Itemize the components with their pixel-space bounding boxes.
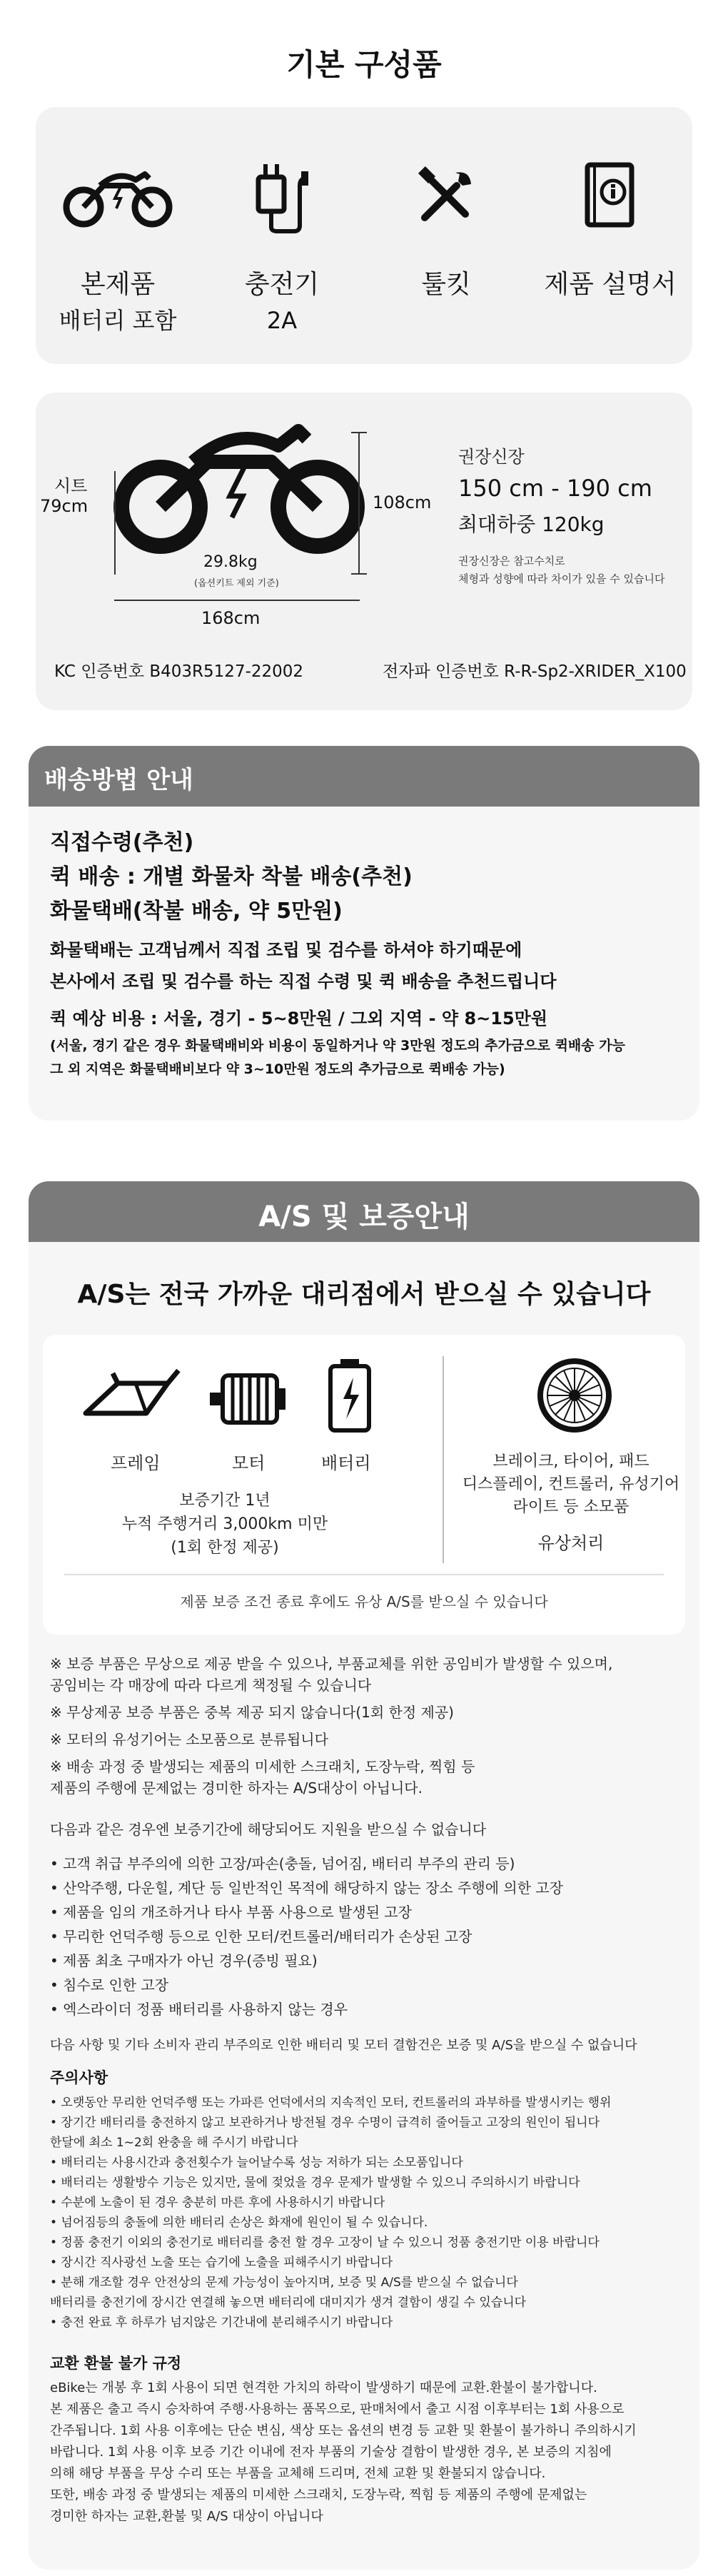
height-note-line1: 권장신장은 참고수치로 bbox=[458, 555, 565, 567]
as-header bbox=[29, 1181, 699, 1242]
motorbike-icon bbox=[36, 150, 200, 243]
caution-item: • 배터리는 사용시간과 충전횟수가 늘어날수록 성능 저하가 되는 소모품입니다 bbox=[50, 2156, 463, 2170]
as-note: ※ 배송 과정 중 발생되는 제품의 미세한 스크래치, 도장누락, 찍힘 등 bbox=[50, 1758, 475, 1775]
recommended-height-label: 권장신장 bbox=[458, 447, 525, 467]
shipping-line: 그 외 지역은 화물택배비보다 약 3~10만원 정도의 추가금으로 퀵배송 가능) bbox=[50, 1061, 505, 1077]
manual-icon bbox=[528, 150, 692, 243]
height-dimension-tick bbox=[351, 432, 367, 433]
size-card bbox=[36, 393, 692, 710]
warranty-limit: (1회 한정 제공) bbox=[171, 1539, 279, 1557]
tools-icon bbox=[364, 150, 528, 243]
as-header-title: A/S 및 보증안내 bbox=[258, 1201, 470, 1233]
shipping-line: 화물택배(착불 배송, 약 5만원) bbox=[50, 899, 343, 924]
exclusion-item: • 산악주행, 다운힐, 계단 등 일반적인 목적에 해당하지 않는 장소 주행에 의한 고장 bbox=[50, 1879, 564, 1896]
refund-line: eBike는 개봉 후 1회 사용이 되면 현격한 가치의 하락이 발생하기 때문에 교환.환불이 불가합니다. bbox=[50, 2380, 597, 2395]
component-label: 제품 설명서 bbox=[544, 270, 677, 299]
caution-title: 주의사항 bbox=[50, 2069, 108, 2086]
components-title: 기본 구성품 bbox=[286, 47, 442, 82]
as-parts-card bbox=[43, 1335, 685, 1635]
seat-value: 79cm bbox=[40, 496, 89, 516]
weight-note: (옵션키트 제외 기준) bbox=[194, 578, 279, 589]
as-note: ※ 무상제공 보증 부품은 중복 제공 되지 않습니다(1회 한정 제공) bbox=[50, 1704, 454, 1721]
recommended-height-value: 150 cm - 190 cm bbox=[458, 475, 652, 502]
motor-icon bbox=[207, 1367, 293, 1431]
exclusion-item: • 무리한 언덕주행 등으로 인한 모터/컨트롤러/배터리가 손상된 고장 bbox=[50, 1928, 472, 1945]
component-item-manual bbox=[528, 107, 692, 364]
as-part-label: 모터 bbox=[232, 1453, 266, 1473]
caution-item: • 장기간 배터리를 충전하지 않고 보관하거나 방전될 경우 수명이 급격히 줄어들고 고장의 원인이 됩니다 bbox=[50, 2116, 600, 2130]
component-item-charger bbox=[200, 107, 364, 364]
battery-motor-note: 다음 사항 및 기타 소비자 관리 부주의로 인한 배터리 및 모터 결함건은 보증 및 A/S을 받으실 수 없습니다 bbox=[50, 2038, 637, 2053]
height-value: 108cm bbox=[373, 493, 432, 512]
refund-line: 의해 해당 부품을 무상 수리 또는 부품을 교체해 드리며, 전체 교환 및 환불되지 않습니다. bbox=[50, 2466, 546, 2481]
as-note: 제품의 주행에 문제없는 경미한 하자는 A/S대상이 아닙니다. bbox=[50, 1779, 423, 1797]
as-note: ※ 모터의 유성기어는 소모품으로 분류됩니다 bbox=[50, 1731, 328, 1748]
bike-silhouette-icon bbox=[107, 418, 371, 557]
shipping-section bbox=[29, 746, 699, 1121]
frame-icon bbox=[79, 1363, 186, 1428]
exclusion-item: • 제품 최초 구매자가 아닌 경우(증빙 필요) bbox=[50, 1952, 318, 1969]
caution-item: • 충전 완료 후 하루가 넘지않은 기간내에 분리해주시기 바랍니다 bbox=[50, 2315, 393, 2330]
caution-item: • 수분에 노출이 된 경우 충분히 마른 후에 사용하시기 바랍니다 bbox=[50, 2196, 385, 2210]
refund-line: 바랍니다. 1회 사용 이후 보증 기간 이내에 전자 부품의 기술상 결함이 발생한 경우, 본 보증의 지침에 bbox=[50, 2445, 612, 2460]
consumables-line: 라이트 등 소모품 bbox=[512, 1498, 630, 1516]
exclusion-item: • 고객 취급 부주의에 의한 고장/파손(충돌, 넘어짐, 배터리 부주의 관리 등) bbox=[50, 1855, 515, 1872]
wheel-icon bbox=[535, 1356, 614, 1435]
as-part-label: 배터리 bbox=[321, 1453, 371, 1473]
kc-certification: KC 인증번호 B403R5127-22002 bbox=[54, 662, 304, 681]
emc-certification: 전자파 인증번호 R-R-Sp2-XRIDER_X100 bbox=[383, 662, 687, 681]
caution-item: • 오랫동안 무리한 언덕주행 또는 가파른 언덕에서의 지속적인 모터, 컨트롤러의 과부하를 발생시키는 행위 bbox=[50, 2096, 612, 2110]
length-value: 168cm bbox=[201, 608, 261, 628]
component-sub: 2A bbox=[266, 307, 298, 334]
parts-divider bbox=[443, 1356, 444, 1563]
height-dimension-tick bbox=[351, 573, 367, 575]
refund-line: 본 제품은 출고 즉시 승차하여 주행·사용하는 품목으로, 판매처에서 출고 시점 이후부터는 1회 사용으로 bbox=[50, 2402, 625, 2417]
after-warranty-note: 제품 보증 조건 종료 후에도 유상 A/S를 받으실 수 있습니다 bbox=[180, 1593, 548, 1610]
warranty-period: 보증기간 1년 bbox=[179, 1492, 271, 1510]
shipping-header-title: 배송방법 안내 bbox=[44, 766, 193, 794]
exclusion-intro: 다음과 같은 경우엔 보증기간에 해당되어도 지원을 받으실 수 없습니다 bbox=[50, 1821, 487, 1838]
component-label: 툴킷 bbox=[421, 270, 471, 299]
shipping-line: (서울, 경기 같은 경우 화물택배비와 비용이 동일하거나 약 3만원 정도의 추가금으로 퀵배송 가능 bbox=[50, 1038, 625, 1054]
as-subtitle: A/S는 전국 가까운 대리점에서 받으실 수 있습니다 bbox=[77, 1280, 651, 1309]
exclusion-item: • 제품을 임의 개조하거나 타사 부품 사용으로 발생된 고장 bbox=[50, 1904, 413, 1921]
as-note: ※ 보증 부품은 무상으로 제공 받을 수 있으나, 부품교체를 위한 공임비가 발생할 수 있으며, bbox=[50, 1655, 613, 1672]
caution-item: 한달에 최소 1~2회 완충을 해 주시기 바랍니다 bbox=[50, 2136, 298, 2150]
refund-line: 또한, 배송 과정 중 발생되는 제품의 미세한 스크래치, 도장누락, 찍힘 등 제품의 주행에 문제없는 bbox=[50, 2487, 587, 2502]
seat-dimension-line bbox=[114, 471, 116, 575]
shipping-line: 퀵 배송 : 개별 화물차 착불 배송(추천) bbox=[50, 864, 413, 889]
shipping-line: 본사에서 조립 및 검수를 하는 직접 수령 및 퀵 배송을 추천드립니다 bbox=[50, 971, 557, 991]
consumables-label: 유상처리 bbox=[537, 1533, 605, 1553]
seat-label: 시트 bbox=[54, 476, 88, 496]
height-note-line2: 체형과 성향에 따라 차이가 있을 수 있습니다 bbox=[458, 572, 665, 585]
exclusion-item: • 침수로 인한 고장 bbox=[50, 1976, 169, 1994]
consumables-line: 디스플레이, 컨트롤러, 유성기어 bbox=[462, 1475, 680, 1493]
shipping-line: 직접수령(추천) bbox=[50, 830, 194, 855]
components-card bbox=[36, 107, 692, 364]
consumables-line: 브레이크, 타이어, 패드 bbox=[492, 1453, 649, 1470]
shipping-line: 퀵 예상 비용 : 서울, 경기 - 5~8만원 / 그외 지역 - 약 8~15만원 bbox=[50, 1009, 548, 1029]
caution-item: 배터리를 충전기에 장시간 연결해 놓으면 배터리에 대미지가 생겨 결함이 생길 수 있습니다 bbox=[50, 2295, 527, 2310]
refund-line: 경미한 하자는 교환,환불 및 A/S 대상이 아닙니다 bbox=[50, 2509, 323, 2524]
component-item-bike bbox=[36, 107, 200, 364]
shipping-header bbox=[29, 746, 699, 807]
as-note: 공임비는 각 매장에 따라 다르게 책정될 수 있습니다 bbox=[50, 1677, 372, 1694]
length-dimension-line bbox=[114, 600, 360, 601]
caution-item: • 넘어짐등의 충돌에 의한 배터리 손상은 화재에 원인이 될 수 있습니다. bbox=[50, 2216, 428, 2230]
weight-value: 29.8kg bbox=[203, 553, 258, 571]
as-card-divider bbox=[64, 1574, 664, 1575]
height-dimension-line bbox=[358, 432, 360, 575]
max-load: 최대하중 120kg bbox=[458, 512, 605, 536]
component-label: 본제품 bbox=[80, 270, 156, 299]
warranty-distance: 누적 주행거리 3,000km 미만 bbox=[121, 1515, 328, 1533]
shipping-line: 화물택배는 고객님께서 직접 조립 및 검수를 하셔야 하기때문에 bbox=[50, 940, 522, 960]
refund-title: 교환 환불 불가 규정 bbox=[50, 2355, 182, 2372]
caution-item: • 정품 충전기 이외의 충전기로 배터리를 충전 할 경우 고장이 날 수 있으니 정품 충전기만 이용 바랍니다 bbox=[50, 2236, 600, 2250]
component-sub: 배터리 포함 bbox=[59, 307, 177, 334]
caution-item: • 장시간 직사광선 노출 또는 습기에 노출을 피해주시기 바랍니다 bbox=[50, 2256, 393, 2270]
exclusion-item: • 엑스라이더 정품 배터리를 사용하지 않는 경우 bbox=[50, 2001, 348, 2018]
refund-line: 간주됩니다. 1회 사용 이후에는 단순 변심, 색상 또는 옵션의 변경 등 교환 및 환불이 불가하니 주의하시기 bbox=[50, 2423, 637, 2438]
component-item-toolkit bbox=[364, 107, 528, 364]
charger-icon bbox=[200, 150, 364, 243]
component-label: 충전기 bbox=[244, 270, 320, 299]
battery-icon bbox=[325, 1356, 375, 1435]
as-section bbox=[29, 1181, 699, 2570]
caution-item: • 분해 개조할 경우 안전상의 문제 가능성이 높아지며, 보증 및 A/S를 받으실 수 없습니다 bbox=[50, 2276, 518, 2290]
as-part-label: 프레임 bbox=[111, 1453, 161, 1473]
caution-item: • 배터리는 생활방수 기능은 있지만, 물에 젖었을 경우 문제가 발생할 수 있으니 주의하시기 바랍니다 bbox=[50, 2176, 580, 2190]
